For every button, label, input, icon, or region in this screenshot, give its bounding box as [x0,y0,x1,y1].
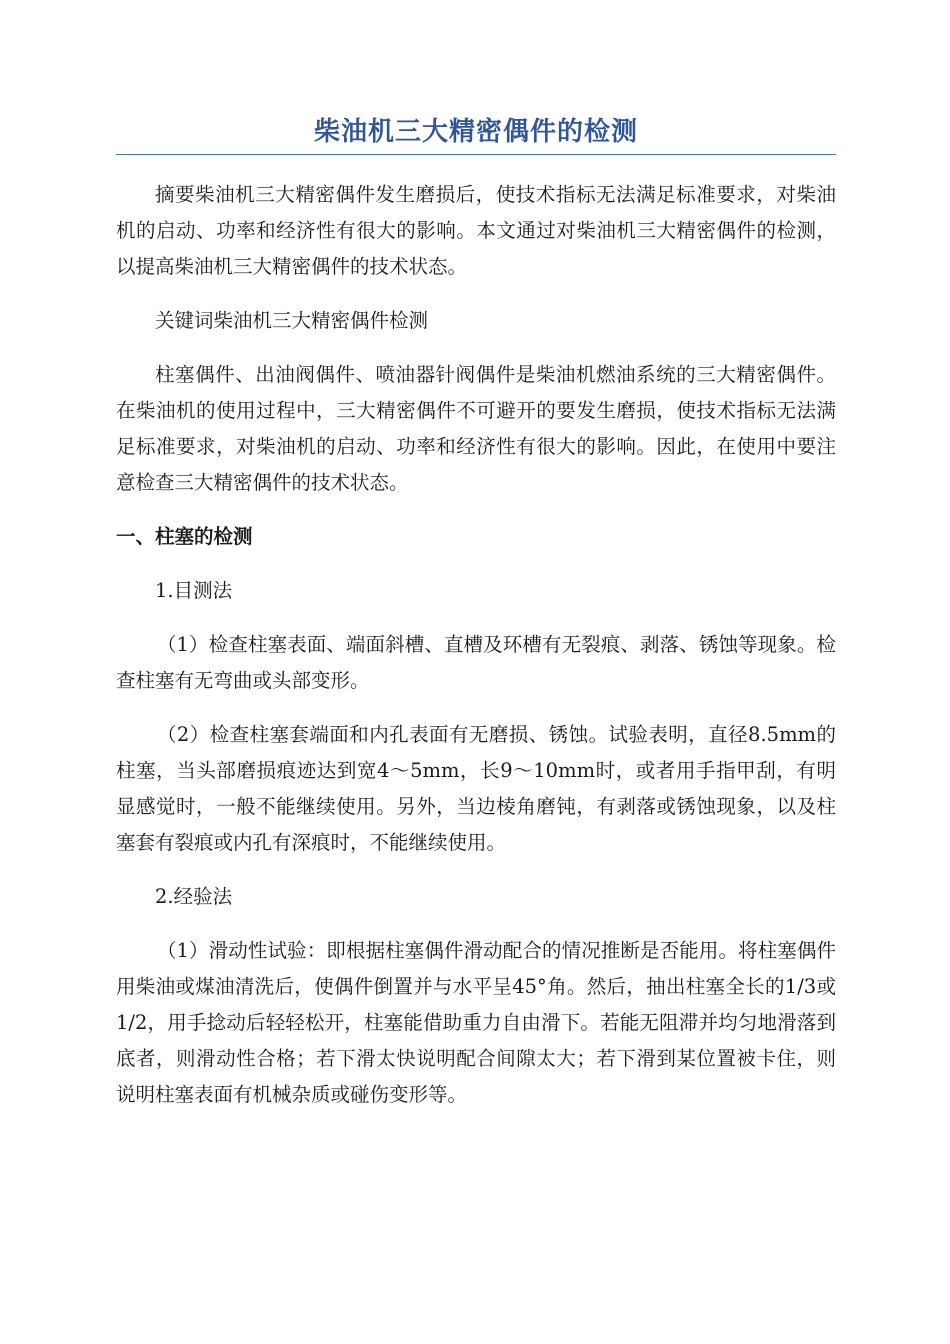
experience-method-paragraph-1: （1）滑动性试验：即根据柱塞偶件滑动配合的情况推断是否能用。将柱塞偶件用柴油或煤油清洗后，使偶件倒置并与水平呈45°角。然后，抽出柱塞全长的1/3或1/2，用手捻动后轻轻松开，柱塞能借助重力自由滑下。若能无阻滞并均匀地滑落到底者，则滑动性合格；若下滑太快说明配合间隙太大；若下滑到某位置被卡住，则说明柱塞表面有机械杂质或碰伤变形等。 [116,939,836,1106]
keywords-paragraph: 关键词柴油机三大精密偶件检测 [155,309,429,332]
document-page [116,112,836,1113]
subsection-heading-experience-method: 2.经验法 [155,885,233,908]
abstract-paragraph: 摘要柴油机三大精密偶件发生磨损后，使技术指标无法满足标准要求，对柴油机的启动、功率和经济性有很大的影响。本文通过对柴油机三大精密偶件的检测，以提高柴油机三大精密偶件的技术状态。 [116,183,836,278]
section-heading-plunger-inspection: 一、柱塞的检测 [116,525,253,548]
visual-method-paragraph-1: （1）检查柱塞表面、端面斜槽、直槽及环槽有无裂痕、剥落、锈蚀等现象。检查柱塞有无弯曲或头部变形。 [116,633,836,692]
visual-method-paragraph-2: （2）检查柱塞套端面和内孔表面有无磨损、锈蚀。试验表明，直径8.5mm的柱塞，当头部磨损痕迹达到宽4～5mm，长9～10mm时，或者用手指甲刮，有明显感觉时，一般不能继续使用。另外，当边棱角磨钝，有剥落或锈蚀现象，以及柱塞套有裂痕或内孔有深痕时，不能继续使用。 [116,723,836,854]
intro-paragraph: 柱塞偶件、出油阀偶件、喷油器针阀偶件是柴油机燃油系统的三大精密偶件。在柴油机的使用过程中，三大精密偶件不可避开的要发生磨损，使技术指标无法满足标准要求，对柴油机的启动、功率和经济性有很大的影响。因此，在使用中要注意检查三大精密偶件的技术状态。 [116,363,836,494]
document-title: 柴油机三大精密偶件的检测 [116,112,836,155]
subsection-heading-visual-method: 1.目测法 [155,579,233,602]
